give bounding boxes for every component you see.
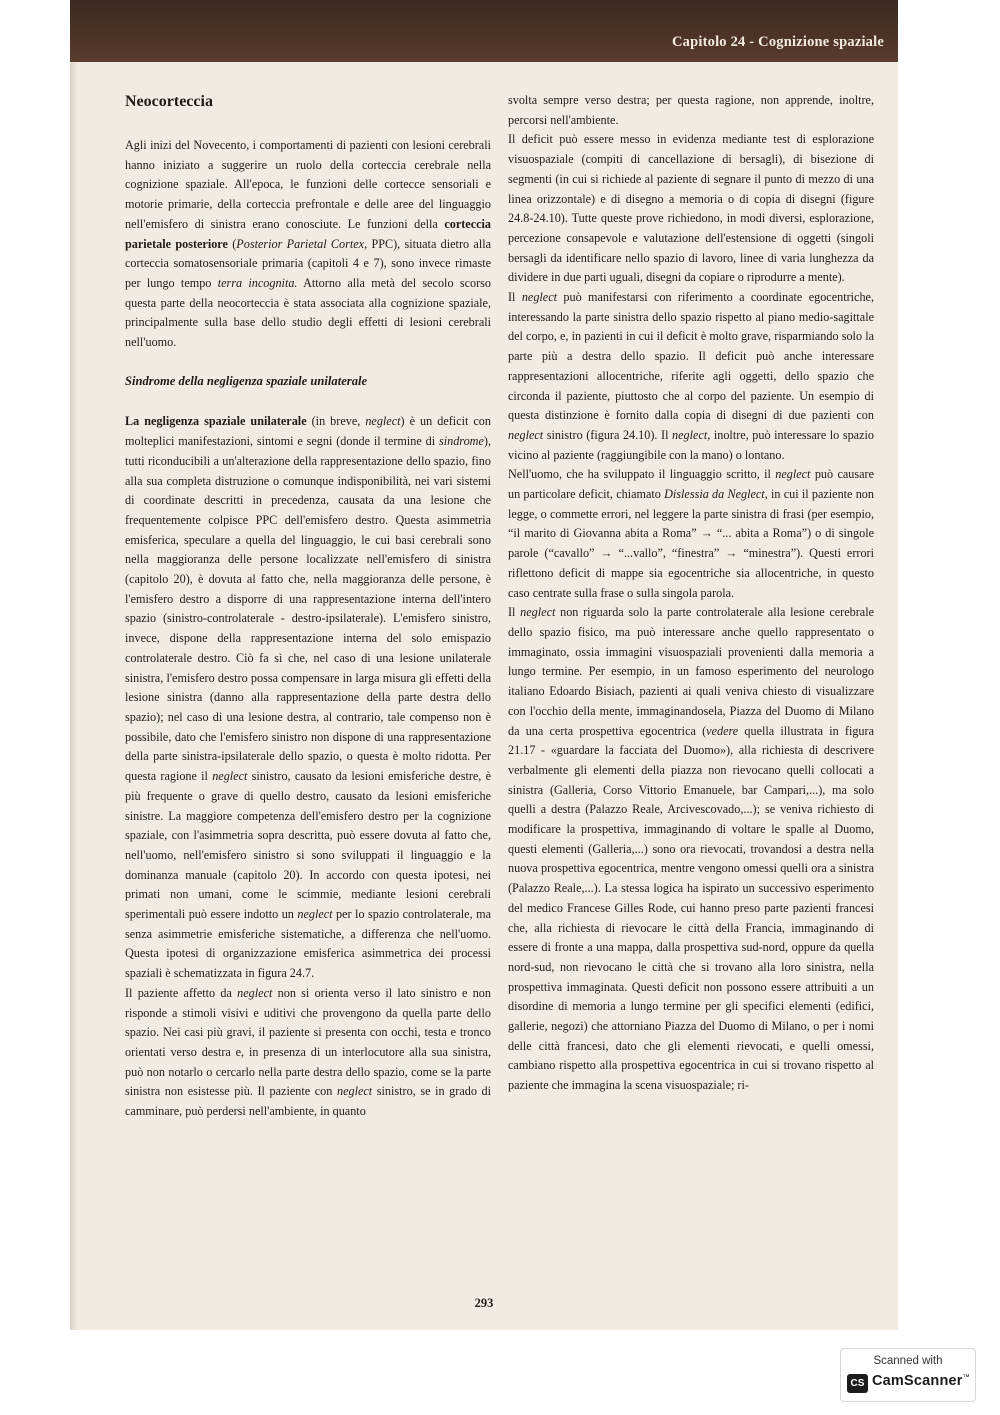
text-run: svolta sempre verso destra; per questa ragione, non apprende, inoltre, percorsi nell'ambiente. xyxy=(508,93,874,127)
text-run: sinistro, causato da lesioni emisferiche destre, è più frequente o grave di quello destro, causato da lesioni emisferiche sinistre. La maggiore competenza dell'emisfero destro per la cognizione spaziale, con l'asimmetria sopra descritta, può essere dovuta al fatto che, nell'uomo, nell'emisfero sinistro si sono sviluppati il linguaggio e la dominanza manuale (capitolo 20). In accordo con questa ipotesi, nei primati non umani, come le scimmie, mediante lesioni cerebrali sperimentali può essere indotto un xyxy=(125,769,492,922)
watermark-brand xyxy=(872,1373,970,1389)
italic-term: neglect xyxy=(212,769,248,784)
italic-term: neglect xyxy=(508,427,544,442)
left-column xyxy=(125,92,491,1122)
text-run: sinistro, se in grado di camminare, può perdersi nell'ambiente, in quanto xyxy=(125,1084,491,1119)
text-run: Il xyxy=(508,605,521,620)
italic-term: neglect xyxy=(237,985,273,1000)
paragraph xyxy=(508,288,874,465)
text-run: sinistro (figura 24.10). Il xyxy=(543,427,673,442)
running-header xyxy=(70,0,898,62)
text-run: Nell'uomo, che ha sviluppato il linguaggio scritto, il xyxy=(508,467,776,482)
paragraph xyxy=(125,984,491,1122)
paragraph xyxy=(125,412,491,983)
trademark-sign: ™ xyxy=(962,1374,970,1382)
text-run: Il paziente affetto da xyxy=(125,985,238,1000)
camscanner-logo-icon: CS xyxy=(847,1374,868,1393)
text-run: ), tutti riconducibili a un'alterazione della rappresentazione dello spazio, fino alla sua completa distruzione o comunque indisponibilità, nei vari sistemi di coordinate descritti in precedenza, causata da una lesione che frequentemente colpisce PPC dell'emisfero destro. Questa asimmetria emisferica, speculare a quella del linguaggio, le cui basi cerebrali sono nella maggioranza delle persone localizzate nell'emisfero di sinistra (capitolo 20), è dovuta al fatto che, nella maggioranza delle persone, è l'emisfero destro a disporre di una rappresentazione interna dell'intero spazio (sinistro-controlaterale - destro-ipsilaterale). L'emisfero sinistro, invece, dispone della rappresentazione interna del solo emispazio controlaterale destro. Ciò fa sì che, nel caso di una lesione unilaterale sinistra, l'emisfero destro possa compensare in larga misura gli effetti della lesione sinistra (danno alla rappresentazione della parte destra dello spazio); nel caso di una lesione destra, al contrario, tale compenso non è possibile, dato che l'emisfero sinistro non dispone di una rappresentazione della parte sinistra-ipsilaterale dello spazio, o questa è molto ridotta. Per questa ragione il xyxy=(125,434,491,784)
text-run: non riguarda solo la parte controlaterale alla lesione cerebrale dello spazio fisico, ma può interessare anche quello rappresentato o immaginato, ossia immagini visuospaziali provenienti dalla memoria a lungo termine. Per esempio, in un famoso esperimento del neurologo italiano Edoardo Bisiach, pazienti ai quali veniva chiesto di visualizzare con l'occhio della mente, immaginandosela, Piazza del Duomo di Milano da una certa prospettiva egocentrica ( xyxy=(508,605,874,738)
italic-term: vedere xyxy=(706,723,739,738)
text-run: quella illustrata in figura 21.17 - «guardare la facciata del Duomo»), alla richiesta di descrivere verbalmente gli elementi della piazza non rievocano quelli collocati a sinistra (Galleria, Corso Vittorio Emanuele, bar Campari,...), ma solo quelli a destra (Palazzo Reale, Arcivescovado,...); se veniva richiesto di modificare la prospettiva, immaginando di voltare le spalle al Duomo, questi elementi (Galleria,...) sono ora rievocati, trovandosi a destra nella nuova prospettiva egocentrica, mentre vengono omessi quelli ora a sinistra (Palazzo Reale,...). La stessa logica ha ispirato un successivo esperimento del medico Francese Gilles Rode, cui hanno preso parte pazienti francesi che, alla richiesta di rievocare le città della Francia, immaginando di essere di fronte a una mappa, dalla prospettiva sud-nord, oppure da quella nord-sud, non rievocano le città che si trovano alla loro sinistra, nella prospettiva immaginata. Questi deficit non possono essere attribuiti a un disordine di memoria a lungo termine per gli specifici elementi (edifici, gallerie, negozi) che attorniano Piazza del Duomo di Milano, o per i nomi delle città francesi, dato che gli elementi rievocati, e quelli omessi, cambiano rispetto alla prospettiva egocentrica in cui si trovano rispetto al paziente che immagina la scena visuospaziale; ri- xyxy=(508,723,874,1093)
right-column xyxy=(508,91,874,1096)
paragraph xyxy=(508,465,874,603)
text-run: non si orienta verso il lato sinistro e non risponde a stimoli visivi e uditivi che provengono da quella parte dello spazio. Nei casi più gravi, il paziente si presenta con occhi, testa e tronco orientati verso destra e, in presenza di un interlocutore alla sua sinistra, può non notarlo o cercarlo nella parte destra dello spazio, come se la parte sinistra non esistesse più. Il paziente con xyxy=(125,985,491,1099)
text-run: Attorno alla metà del secolo scorso questa parte della neocorteccia è stata associata alla cognizione spaziale, principalmente sulla base dello studio degli effetti di lesioni cerebrali nell'uomo. xyxy=(125,275,491,350)
text-run: inoltre, può interessare lo spazio vicino al paziente (raggiungibile con la mano) o lontano. xyxy=(508,427,874,462)
text-run: , PPC), situata dietro alla corteccia somatosensoriale primaria (capitoli 4 e 7), sono invece rimaste per lungo tempo xyxy=(125,236,491,290)
text-run: Agli inizi del Novecento, i comportamenti di pazienti con lesioni cerebrali hanno iniziato a suggerire un ruolo della corteccia cerebrale nella cognizione spaziale. All'epoca, le funzioni delle cortecce sensoriali e motorie primarie, della corteccia prefrontale e delle aree del linguaggio nell'emisfero di sinistra erano conosciute. Le funzioni della xyxy=(125,138,491,231)
italic-term: neglect xyxy=(297,907,333,922)
book-page xyxy=(70,0,898,1330)
text-run: , in cui il paziente non legge, o commette errori, nel leggere la parte sinistra di frasi (per esempio, “il marito di Giovanna abita a Roma” → “... abita a Roma”) o di singole parole (“cavallo” → “...vallo”, “finestra” → “minestra”). Questi errori riflettono deficit di mappe sia egocentriche sia allocentriche, in questo caso centrate sulla frase o sulla singola parola. xyxy=(508,487,874,600)
camscanner-watermark xyxy=(840,1348,976,1402)
italic-term: neglect xyxy=(365,414,401,429)
paragraph xyxy=(125,136,491,353)
text-run: Il xyxy=(508,290,522,305)
text-run: ( xyxy=(227,236,237,251)
italic-term: neglect xyxy=(775,467,811,482)
paragraph xyxy=(508,130,874,288)
italic-term: sindrome xyxy=(438,434,484,449)
italic-term: neglect xyxy=(336,1084,373,1099)
section-title: Neocorteccia xyxy=(125,93,213,110)
text-run: può manifestarsi con riferimento a coordinate egocentriche, interessando la parte sinistra dello spazio rispetto al piano medio-sagittale del corpo, e, in pazienti in cui il deficit è molto grave, risparmiando solo la parte più a destra dello spazio. Il deficit può anche interessare rappresentazioni allocentriche, riferite agli oggetti, dello spazio che circonda il paziente, piuttosto che al corpo del paziente. Un esempio di questa distinzione è fornito dalla copia di disegni di due pazienti con xyxy=(508,290,874,423)
italic-term: neglect xyxy=(521,290,558,305)
italic-term: Posterior Parietal Cortex xyxy=(236,236,365,251)
text-run: ) è un deficit con molteplici manifestazioni, sintomi e segni (donde il termine di xyxy=(125,414,491,449)
italic-term: terra incognita. xyxy=(217,275,298,290)
page-edge-shadow xyxy=(70,62,78,1330)
text-run: può causare un particolare deficit, chiamato xyxy=(508,467,874,502)
brand-name: CamScanner xyxy=(872,1373,963,1389)
bold-term: corteccia parietale posteriore xyxy=(125,216,491,251)
chapter-title: Capitolo 24 - Cognizione spaziale xyxy=(671,34,884,50)
watermark-caption: Scanned with xyxy=(873,1355,943,1367)
text-run: (in breve, xyxy=(306,414,366,429)
paragraph xyxy=(508,603,874,1096)
text-run: Il deficit può essere messo in evidenza mediante test di esplorazione visuospaziale (compiti di cancellazione di bersagli), di bisezione di segmenti (in cui si richiede al paziente di segnare il punto di mezzo di una linea orizzontale) e di disegno a memoria o di copia di disegni (figure 24.8-24.10). Tutte queste prove richiedono, in modi diversi, esplorazione, percezione consapevole e valutazione dell'estensione di oggetti (singoli bersagli da identificare nello spazio di lavoro, linee di varia lunghezza da dividere in due parti uguali, disegni da copiare o riprodurre a mente). xyxy=(508,132,874,285)
paragraph xyxy=(508,91,874,130)
text-run: per lo spazio controlaterale, ma senza asimmetrie emisferiche sistematiche, a differenza che nell'uomo. Questa ipotesi di organizzazione emisferica asimmetrica dei processi spaziali è schematizzata in figura 24.7. xyxy=(125,907,491,981)
bold-term: La negligenza spaziale unilaterale xyxy=(125,414,307,429)
page-number: 293 xyxy=(474,1296,494,1310)
subsection-title: Sindrome della negligenza spaziale unilaterale xyxy=(125,373,368,388)
italic-term: neglect, xyxy=(672,427,711,442)
italic-term: Dislessia da Neglect xyxy=(664,487,765,502)
italic-term: neglect xyxy=(520,605,556,620)
